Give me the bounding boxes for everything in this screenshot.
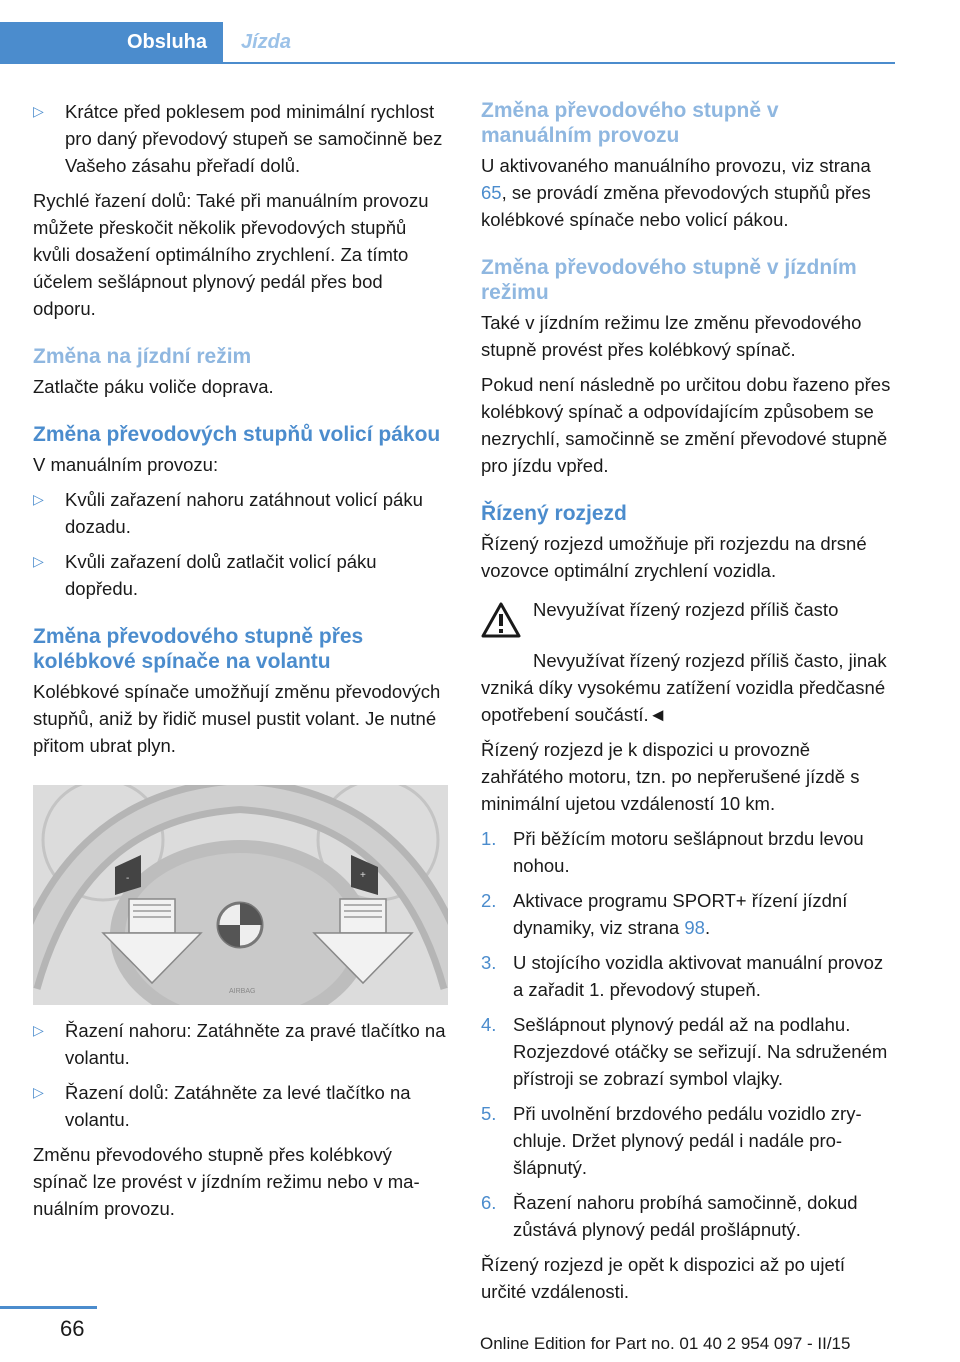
left-column: [33, 98, 448, 1230]
paragraph-final: Řízený rozjezd je opět k dispozici až po ujetí určité vzdálenosti.: [481, 1254, 846, 1302]
plus-label: +: [360, 870, 366, 881]
list-item: 4. Sešlápnout plynový pedál až na podlahu. Rozjezdové otáčky se seřizují. Na sdruženém přístroji se zobrazí symbol vlajky.: [481, 1014, 888, 1089]
heading-drive-mode: Změna na jízdní režim: [33, 345, 252, 368]
list-item: ▷ Kvůli zařazení dolů zatlačit volicí páku dopředu.: [33, 548, 448, 602]
list-item: ▷ Řazení dolů: Zatáhněte za levé tlačítko na volantu.: [33, 1079, 448, 1133]
minus-label: -: [126, 873, 130, 884]
right-column: [481, 98, 891, 1313]
list-item: ▷ Krátce před poklesem pod minimální rychlost pro daný převodový stupeň se samočinně bez Vašeho zásahu přeřadí dolů.: [33, 98, 448, 179]
paragraph-launch: Řízený rozjezd umožňuje při rozjezdu na drsné vozovce optimální zrychlení vozidla.: [481, 533, 867, 581]
heading-paddles: Změna převodového stupně přes kolébkové spínače na volantu: [33, 625, 364, 673]
triangle-right-icon: ▷: [33, 1022, 44, 1038]
page-link-98[interactable]: 98: [684, 917, 705, 938]
paragraph-drive-mode-2: Pokud není následně po určitou dobu řazeno přes kolébkový spínač a odpovídajícím způsobem se nezrychlí, samočinně se změní převodové stupně pro jízdu vpřed.: [481, 374, 891, 476]
paragraph-manual: V manuálním provozu:: [33, 454, 219, 475]
edition-note: Online Edition for Part no. 01 40 2 954 097 - II/15: [480, 1334, 851, 1353]
steering-wheel-image: [33, 785, 448, 1005]
paragraph-manual-mode: U aktivovaného manuálního provozu, viz strana 65, se provádí změna převodových stupňů přes kolébkové spínače nebo volicí pákou.: [481, 155, 871, 230]
list-item: ▷ Řazení nahoru: Zatáhněte za pravé tlačítko na volantu.: [33, 1017, 448, 1071]
paragraph-launch-availability: Řízený rozjezd je k dispozici u provozně zahřátého motoru, tzn. po nepřerušené jízdě s minimální ujetou vzdáleností 10 km.: [481, 739, 860, 814]
heading-launch-control: Řízený rozjezd: [481, 502, 627, 525]
heading-manual-mode: Změna převodového stupně v manuálním provozu: [481, 99, 779, 147]
list-item: 3. U stojícího vozidla aktivovat manuální provoz a zařadit 1. převodový stupeň.: [481, 952, 884, 1000]
tab-obsluha[interactable]: Obsluha: [0, 22, 223, 62]
heading-drive-mode-shift: Změna převodového stupně v jízdním režimu: [481, 256, 857, 304]
warning-triangle-icon: [481, 602, 525, 645]
triangle-right-icon: ▷: [33, 553, 44, 569]
paragraph-drive-mode-1: Také v jízdním režimu lze změnu převodového stupně provést přes kolébkový spínač.: [481, 312, 862, 360]
paragraph-kickdown: Rychlé řazení dolů: Také při manuálním provozu můžete přeskočit několik převodových stupňů kvůli dosažení optimálního zrychlení. Za tímto účelem sešlápnout plynový pedál přes bod odporu.: [33, 190, 429, 319]
page-header: [0, 0, 960, 64]
heading-selector-lever: Změna převodových stupňů volicí pákou: [33, 423, 441, 446]
paragraph-paddles: Kolébkové spínače umožňují změnu převodových stupňů, aniž by řidič musel pustit volant. Je nutné přitom ubrat plyn.: [33, 681, 441, 756]
list-item: 5. Při uvolnění brzdového pedálu vozidlo zrychluje. Držet plynový pedál i nadále prošlápnutý.: [481, 1103, 862, 1178]
triangle-right-icon: ▷: [33, 1084, 44, 1100]
header-divider: [0, 62, 895, 64]
tab-jizda[interactable]: Jízda: [241, 30, 292, 53]
list-item: 1. Při běžícím motoru sešlápnout brzdu levou nohou.: [481, 828, 864, 876]
airbag-label: AIRBAG: [229, 988, 256, 995]
paragraph-drive: Zatlačte páku voliče doprava.: [33, 376, 274, 397]
triangle-right-icon: ▷: [33, 103, 44, 119]
page-link-65[interactable]: 65: [481, 182, 502, 203]
list-item: ▷ Kvůli zařazení nahoru zatáhnout volicí páku dozadu.: [33, 486, 448, 540]
page-number: 66: [60, 1316, 85, 1341]
paragraph-end: Změnu převodového stupně přes kolébkový spínač lze provést v jízdním režimu nebo v manuálním provozu.: [33, 1144, 420, 1219]
list-item: 2. Aktivace programu SPORT+ řízení jízdní dynamiky, viz strana 98.: [481, 890, 848, 938]
warning-box: [481, 596, 891, 645]
footer-divider: [0, 1306, 97, 1309]
list-item: 6. Řazení nahoru probíhá samočinně, dokud zůstává plynový pedál prošlápnutý.: [481, 1192, 858, 1240]
warning-body: Nevyužívat řízený rozjezd příliš často, jinak vzniká díky vysokému zatížení vozidla předčasné opotřebení součástí.◄: [481, 650, 887, 725]
triangle-right-icon: ▷: [33, 491, 44, 507]
warning-title: Nevyužívat řízený rozjezd příliš často: [533, 599, 839, 620]
